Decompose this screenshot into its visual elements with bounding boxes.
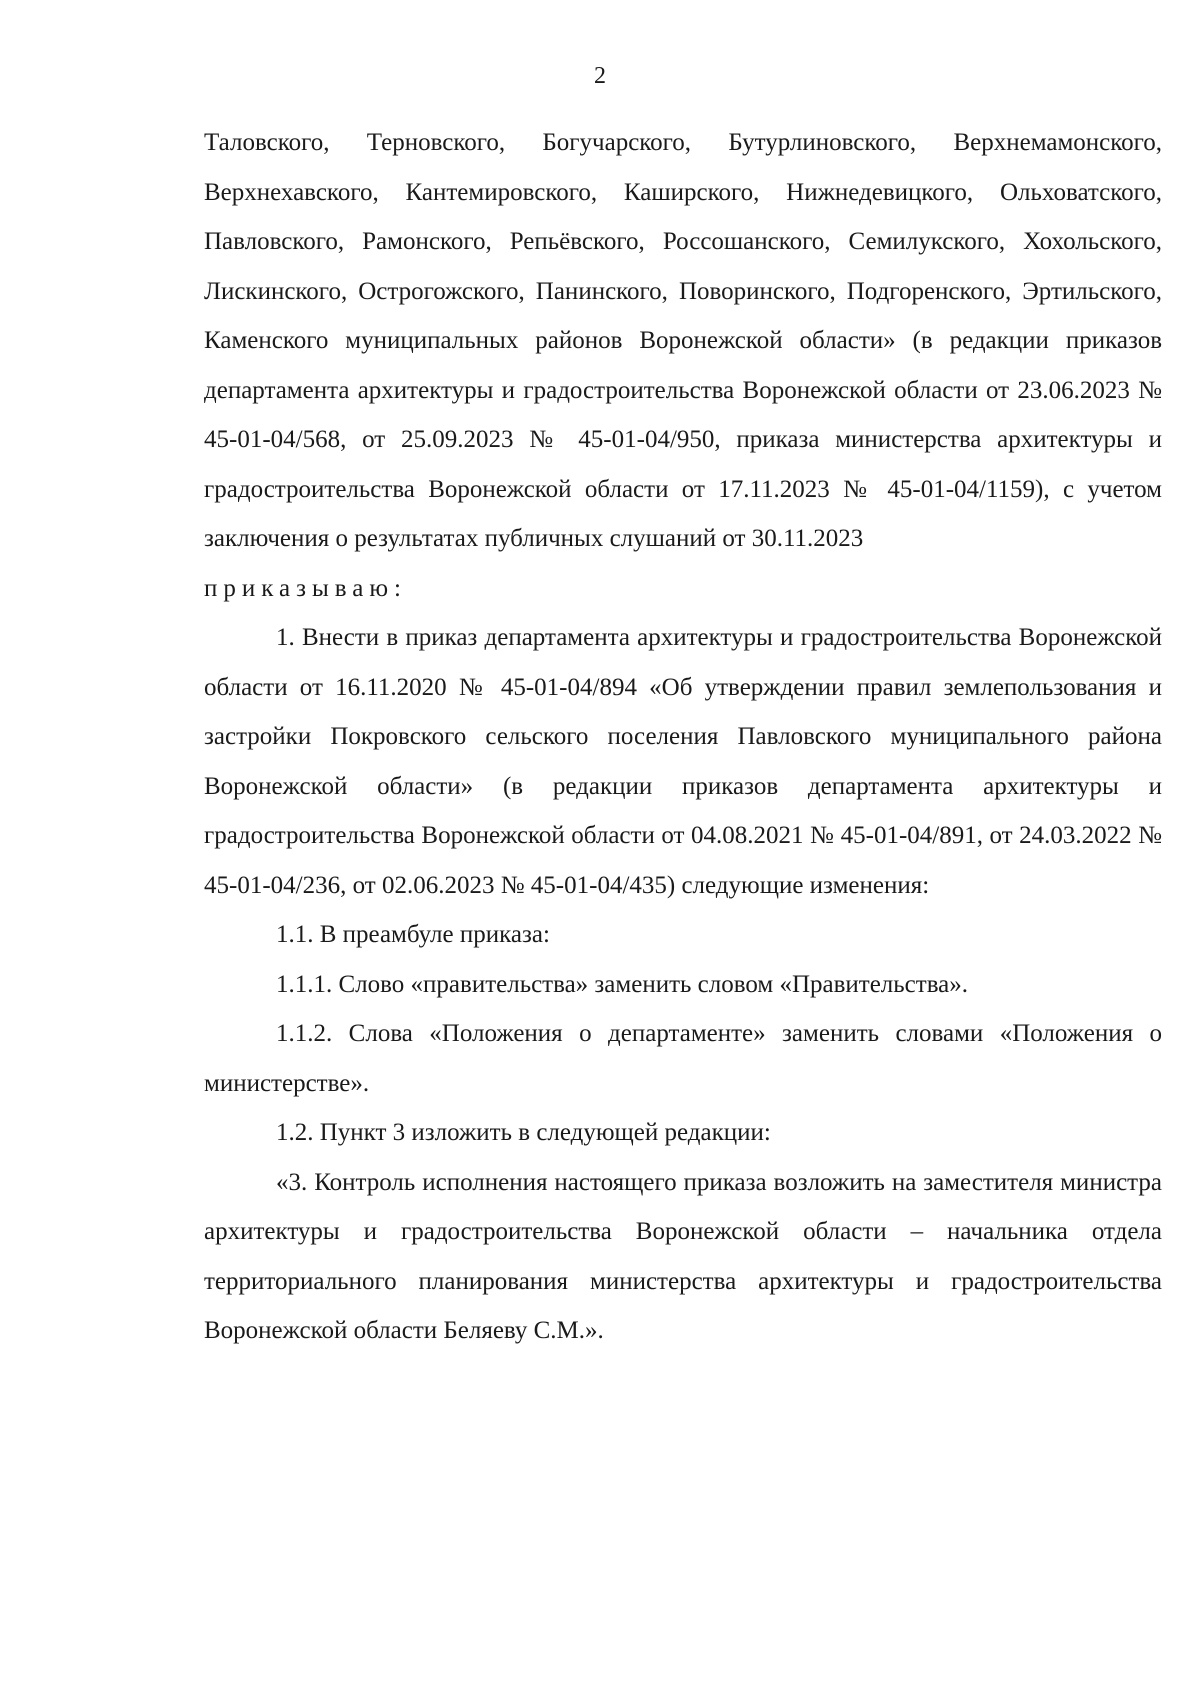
item-1-1-1: 1.1.1. Слово «правительства» заменить словом «Правительства».	[276, 970, 969, 998]
item-1-1: 1.1. В преамбуле приказа:	[276, 921, 550, 948]
preamble-continuation: Таловского, Терновского, Богучарского, Бутурлиновского, Верхнемамонского, Верхнехавского, Кантемировского, Каширского, Нижнедевицкого, Ольховатского, Павловского, Рамонского, Репьёвского, Россошанского, Семилукского, Хохольского, Лискинского, Острогожского, Панинского, Поворинского, Подгоренского, Эртильского, Каменского муниципальных районов Воронежской области» (в редакции приказов департамента архитектуры и градостроительства Воронежской области от 23.06.2023 № 45-01-04/568, от 25.09.2023 № 45-01-04/950, приказа министерства архитектуры и градостроительства Воронежской области от 17.11.2023 № 45-01-04/1159), с учетом заключения о результатах публичных слушаний от 30.11.2023	[204, 129, 1162, 552]
item-1-1-2: 1.1.2. Слова «Положения о департаменте» заменить словами «Положения о министерстве».	[204, 1020, 1162, 1097]
page-number: 2	[594, 63, 606, 89]
item-1-2: 1.2. Пункт 3 изложить в следующей редакции:	[276, 1119, 771, 1146]
item-3-quote: «3. Контроль исполнения настоящего приказа возложить на заместителя министра архитектуры и градостроительства Воронежской области – начальника отдела территориального планирования министерства архитектуры и градостроительства Воронежской области Беляеву С.М.».	[204, 1168, 1162, 1344]
order-word: приказываю:	[204, 574, 407, 602]
document-body	[204, 118, 1162, 1356]
item-1: 1. Внести в приказ департамента архитектуры и градостроительства Воронежской области от 16.11.2020 № 45-01-04/894 «Об утверждении правил землепользования и застройки Покровского сельского поселения Павловского муниципального района Воронежской области» (в редакции приказов департамента архитектуры и градостроительства Воронежской области от 04.08.2021 № 45-01-04/891, от 24.03.2022 № 45-01-04/236, от 02.06.2023 № 45-01-04/435) следующие изменения:	[204, 624, 1162, 899]
